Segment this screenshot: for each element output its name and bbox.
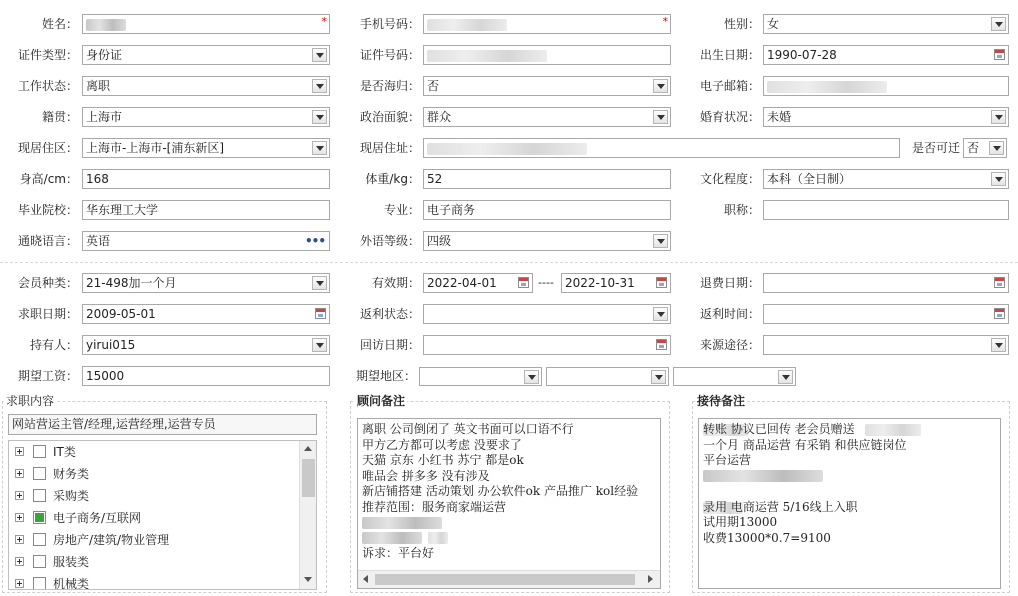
weight-field[interactable] (423, 169, 671, 189)
consultant-note-textarea[interactable] (357, 418, 661, 589)
chevron-down-icon[interactable] (653, 307, 668, 321)
gender-select[interactable] (763, 14, 1009, 34)
valid-start-field[interactable] (423, 273, 533, 293)
scroll-up-icon[interactable] (304, 446, 312, 451)
expand-icon[interactable] (15, 513, 24, 522)
scroll-right-icon[interactable] (648, 575, 653, 583)
job-category-tree[interactable] (8, 440, 317, 590)
note-line (703, 422, 996, 438)
apply-date-field[interactable] (82, 304, 330, 324)
marital-label: 婚育状况： (699, 110, 760, 124)
valid-start-value: 2022-04-01 (427, 276, 497, 290)
redacted-address (427, 143, 587, 155)
residence-area-label: 现居住区： (17, 141, 78, 155)
gender-label: 性别： (723, 17, 760, 31)
relocate-value: 否 (967, 141, 980, 155)
valid-end-field[interactable] (561, 273, 671, 293)
note-line: 唯品会 拼多多 没有涉及 (362, 468, 490, 483)
language-field[interactable] (82, 231, 330, 251)
note-line: 甲方乙方都可以考虑 没要求了 (362, 437, 522, 452)
checkbox[interactable] (33, 555, 46, 568)
relocate-label: 是否可迁 (911, 141, 960, 155)
title-field[interactable] (763, 200, 1009, 220)
lang-level-value: 四级 (427, 234, 452, 248)
birth-date-field[interactable] (763, 45, 1009, 65)
political-select[interactable] (423, 107, 671, 127)
overseas-select[interactable] (423, 76, 671, 96)
major-label: 专业： (383, 203, 420, 217)
consultant-note-title: 顾问备注 (357, 394, 406, 408)
rebate-status-label: 返利状态： (359, 307, 420, 321)
overseas-label: 是否海归： (359, 79, 420, 93)
redacted-email (767, 81, 887, 93)
major-field[interactable] (423, 200, 671, 220)
chevron-down-icon[interactable] (312, 48, 327, 62)
chevron-down-icon[interactable] (312, 276, 327, 290)
residence-area-select[interactable] (82, 138, 330, 158)
birth-date-label: 出生日期： (699, 48, 760, 62)
calendar-icon[interactable] (315, 308, 326, 319)
redacted-name (86, 19, 126, 31)
weight-label: 体重/kg： (365, 172, 420, 186)
school-value: 华东理工大学 (86, 203, 159, 217)
calendar-icon[interactable] (656, 277, 667, 288)
source-label: 来源途径： (699, 338, 760, 352)
expand-icon[interactable] (15, 535, 24, 544)
note-line-redacted (703, 469, 996, 485)
scroll-left-icon[interactable] (363, 575, 368, 583)
height-field[interactable] (82, 169, 330, 189)
member-type-label: 会员种类： (17, 276, 78, 290)
political-value: 群众 (427, 110, 452, 124)
work-status-select[interactable] (82, 76, 330, 96)
expand-icon[interactable] (15, 579, 24, 588)
redacted-mobile (427, 19, 507, 31)
holder-select[interactable] (82, 335, 330, 355)
chevron-down-icon[interactable] (989, 141, 1004, 155)
chevron-down-icon[interactable] (991, 17, 1006, 31)
lang-level-label: 外语等级： (359, 234, 420, 248)
language-value: 英语 (86, 234, 111, 248)
required-marker: * (321, 15, 327, 28)
h-scrollbar[interactable] (358, 570, 660, 588)
id-type-value: 身份证 (86, 48, 123, 62)
native-place-label: 籍贯： (41, 110, 78, 124)
calendar-icon[interactable] (518, 277, 529, 288)
note-line-text: 录用 电商运营 5/16线上入职 (703, 499, 858, 514)
note-line: 试用期13000 (703, 515, 778, 529)
chevron-down-icon[interactable] (312, 79, 327, 93)
expected-salary-label: 期望工资： (17, 369, 78, 383)
section-divider (0, 262, 1018, 263)
chevron-down-icon[interactable] (778, 370, 793, 384)
valid-end-value: 2022-10-31 (565, 276, 635, 290)
marital-select[interactable] (763, 107, 1009, 127)
visit-date-label: 回访日期： (359, 338, 420, 352)
political-label: 政治面貌： (359, 110, 420, 124)
note-line (703, 500, 996, 516)
calendar-icon[interactable] (994, 308, 1005, 319)
visit-date-field[interactable] (423, 335, 671, 355)
reception-note-textarea[interactable] (698, 418, 1001, 589)
birth-date-value: 1990-07-28 (767, 48, 837, 62)
note-line: 离职 公司倒闭了 英文书面可以口语不行 (362, 422, 574, 436)
height-value: 168 (86, 172, 109, 186)
chevron-down-icon[interactable] (312, 141, 327, 155)
work-status-label: 工作状态： (17, 79, 78, 93)
gender-value: 女 (767, 17, 780, 31)
note-line-text: 转账 协议已回传 老会员赠送 (703, 422, 855, 436)
email-label: 电子邮箱： (699, 79, 760, 93)
note-line: 新店铺搭建 活动策划 办公软件ok 产品推广 kol经验 (362, 484, 639, 498)
native-place-select[interactable] (82, 107, 330, 127)
expand-icon[interactable] (15, 491, 24, 500)
overseas-value: 否 (427, 79, 440, 93)
note-line: 推荐范围：服务商家端运营 (362, 499, 507, 514)
calendar-icon[interactable] (994, 49, 1005, 60)
apply-date-value: 2009-05-01 (86, 307, 156, 321)
expand-icon[interactable] (15, 469, 24, 478)
member-type-value: 21-498加一个月 (86, 276, 177, 290)
checkbox[interactable] (33, 489, 46, 502)
native-place-value: 上海市 (86, 110, 123, 124)
mobile-label: 手机号码： (359, 17, 420, 31)
language-label: 通晓语言： (17, 234, 78, 248)
chevron-down-icon[interactable] (312, 110, 327, 124)
region-province-select[interactable] (419, 367, 542, 386)
tree-scrollbar[interactable] (299, 441, 317, 589)
checkbox[interactable] (33, 445, 46, 458)
job-selected-field[interactable] (8, 414, 317, 435)
note-line: 一个月 商品运营 有采销 和供应链岗位 (703, 437, 907, 452)
job-selected-value: 网站营运主管/经理,运营经理,运营专员 (12, 417, 216, 431)
chevron-down-icon[interactable] (653, 79, 668, 93)
note-line-redacted (362, 515, 656, 531)
chevron-down-icon[interactable] (653, 110, 668, 124)
id-number-label: 证件号码： (359, 48, 420, 62)
refund-date-label: 退费日期： (699, 276, 760, 290)
scroll-down-icon[interactable] (304, 577, 312, 582)
tree-item-label: 服装类 (53, 555, 90, 569)
id-number-field[interactable] (423, 45, 671, 65)
checkbox[interactable] (33, 467, 46, 480)
calendar-icon[interactable] (656, 339, 667, 350)
email-field[interactable] (763, 76, 1009, 96)
calendar-icon[interactable] (994, 277, 1005, 288)
lang-level-select[interactable] (423, 231, 671, 251)
chevron-down-icon[interactable] (312, 338, 327, 352)
chevron-down-icon[interactable] (524, 370, 539, 384)
expand-icon[interactable] (15, 557, 24, 566)
rebate-time-label: 返利时间： (699, 307, 760, 321)
region-district-select[interactable] (673, 367, 796, 386)
redacted-text (865, 424, 921, 436)
marital-value: 未婚 (767, 110, 792, 124)
education-value: 本科（全日制） (767, 172, 852, 186)
tree-item-label: 机械类 (53, 577, 90, 590)
period-separator: ---- (538, 276, 554, 289)
expand-icon[interactable] (15, 447, 24, 456)
chevron-down-icon[interactable] (653, 234, 668, 248)
residence-addr-label: 现居住址： (359, 141, 420, 155)
scroll-thumb[interactable] (375, 574, 635, 585)
id-type-select[interactable] (82, 45, 330, 65)
chevron-down-icon[interactable] (991, 172, 1006, 186)
valid-period-label: 有效期： (371, 276, 420, 290)
note-line-blank (703, 484, 996, 500)
job-content-title: 求职内容 (6, 394, 55, 408)
rebate-time-field[interactable] (763, 304, 1009, 324)
region-city-select[interactable] (546, 367, 669, 386)
note-line: 天猫 京东 小红书 苏宁 都是ok (362, 453, 524, 467)
tree-item-label: 采购类 (53, 489, 90, 503)
id-type-label: 证件类型： (17, 48, 78, 62)
work-status-value: 离职 (86, 79, 111, 93)
refund-date-field[interactable] (763, 273, 1009, 293)
note-line: 平台运营 (703, 453, 752, 467)
holder-label: 持有人： (29, 338, 78, 352)
chevron-down-icon[interactable] (991, 338, 1006, 352)
tree-item-label: IT类 (53, 445, 76, 459)
redacted-id (427, 50, 547, 62)
title-label: 职称： (723, 203, 760, 217)
school-label: 毕业院校： (17, 203, 78, 217)
chevron-down-icon[interactable] (991, 110, 1006, 124)
required-marker: * (662, 15, 668, 28)
expected-region-label: 期望地区： (355, 369, 416, 383)
residence-addr-field[interactable] (423, 138, 900, 158)
holder-value: yirui015 (86, 338, 136, 352)
member-type-select[interactable] (82, 273, 330, 293)
source-select[interactable] (763, 335, 1009, 355)
expected-salary-value: 15000 (86, 369, 125, 383)
height-label: 身高/cm： (19, 172, 78, 186)
tree-item-label: 房地产/建筑/物业管理 (53, 533, 170, 547)
education-select[interactable] (763, 169, 1009, 189)
education-label: 文化程度： (699, 172, 760, 186)
residence-area-value: 上海市-上海市-[浦东新区] (86, 141, 225, 155)
weight-value: 52 (427, 172, 443, 186)
more-icon[interactable]: ••• (304, 234, 325, 248)
expected-salary-field[interactable] (82, 366, 330, 386)
checkbox[interactable] (33, 533, 46, 546)
tree-item-label: 财务类 (53, 467, 90, 481)
apply-date-label: 求职日期： (17, 307, 78, 321)
rebate-status-select[interactable] (423, 304, 671, 324)
note-line: 诉求：平台好 (362, 546, 435, 560)
note-line-redacted (362, 531, 656, 547)
mobile-field[interactable] (423, 14, 671, 34)
checkbox[interactable] (33, 577, 46, 590)
name-label: 姓名： (41, 17, 78, 31)
school-field[interactable] (82, 200, 330, 220)
name-field[interactable] (82, 14, 330, 34)
tree-item-label: 电子商务/互联网 (53, 511, 142, 525)
note-line: 收费13000*0.7=9100 (703, 530, 831, 545)
relocate-select[interactable] (963, 138, 1007, 158)
major-value: 电子商务 (427, 203, 476, 217)
scroll-thumb[interactable] (302, 459, 315, 497)
checkbox-checked[interactable] (33, 511, 46, 524)
reception-note-title: 接待备注 (697, 394, 746, 408)
chevron-down-icon[interactable] (651, 370, 666, 384)
